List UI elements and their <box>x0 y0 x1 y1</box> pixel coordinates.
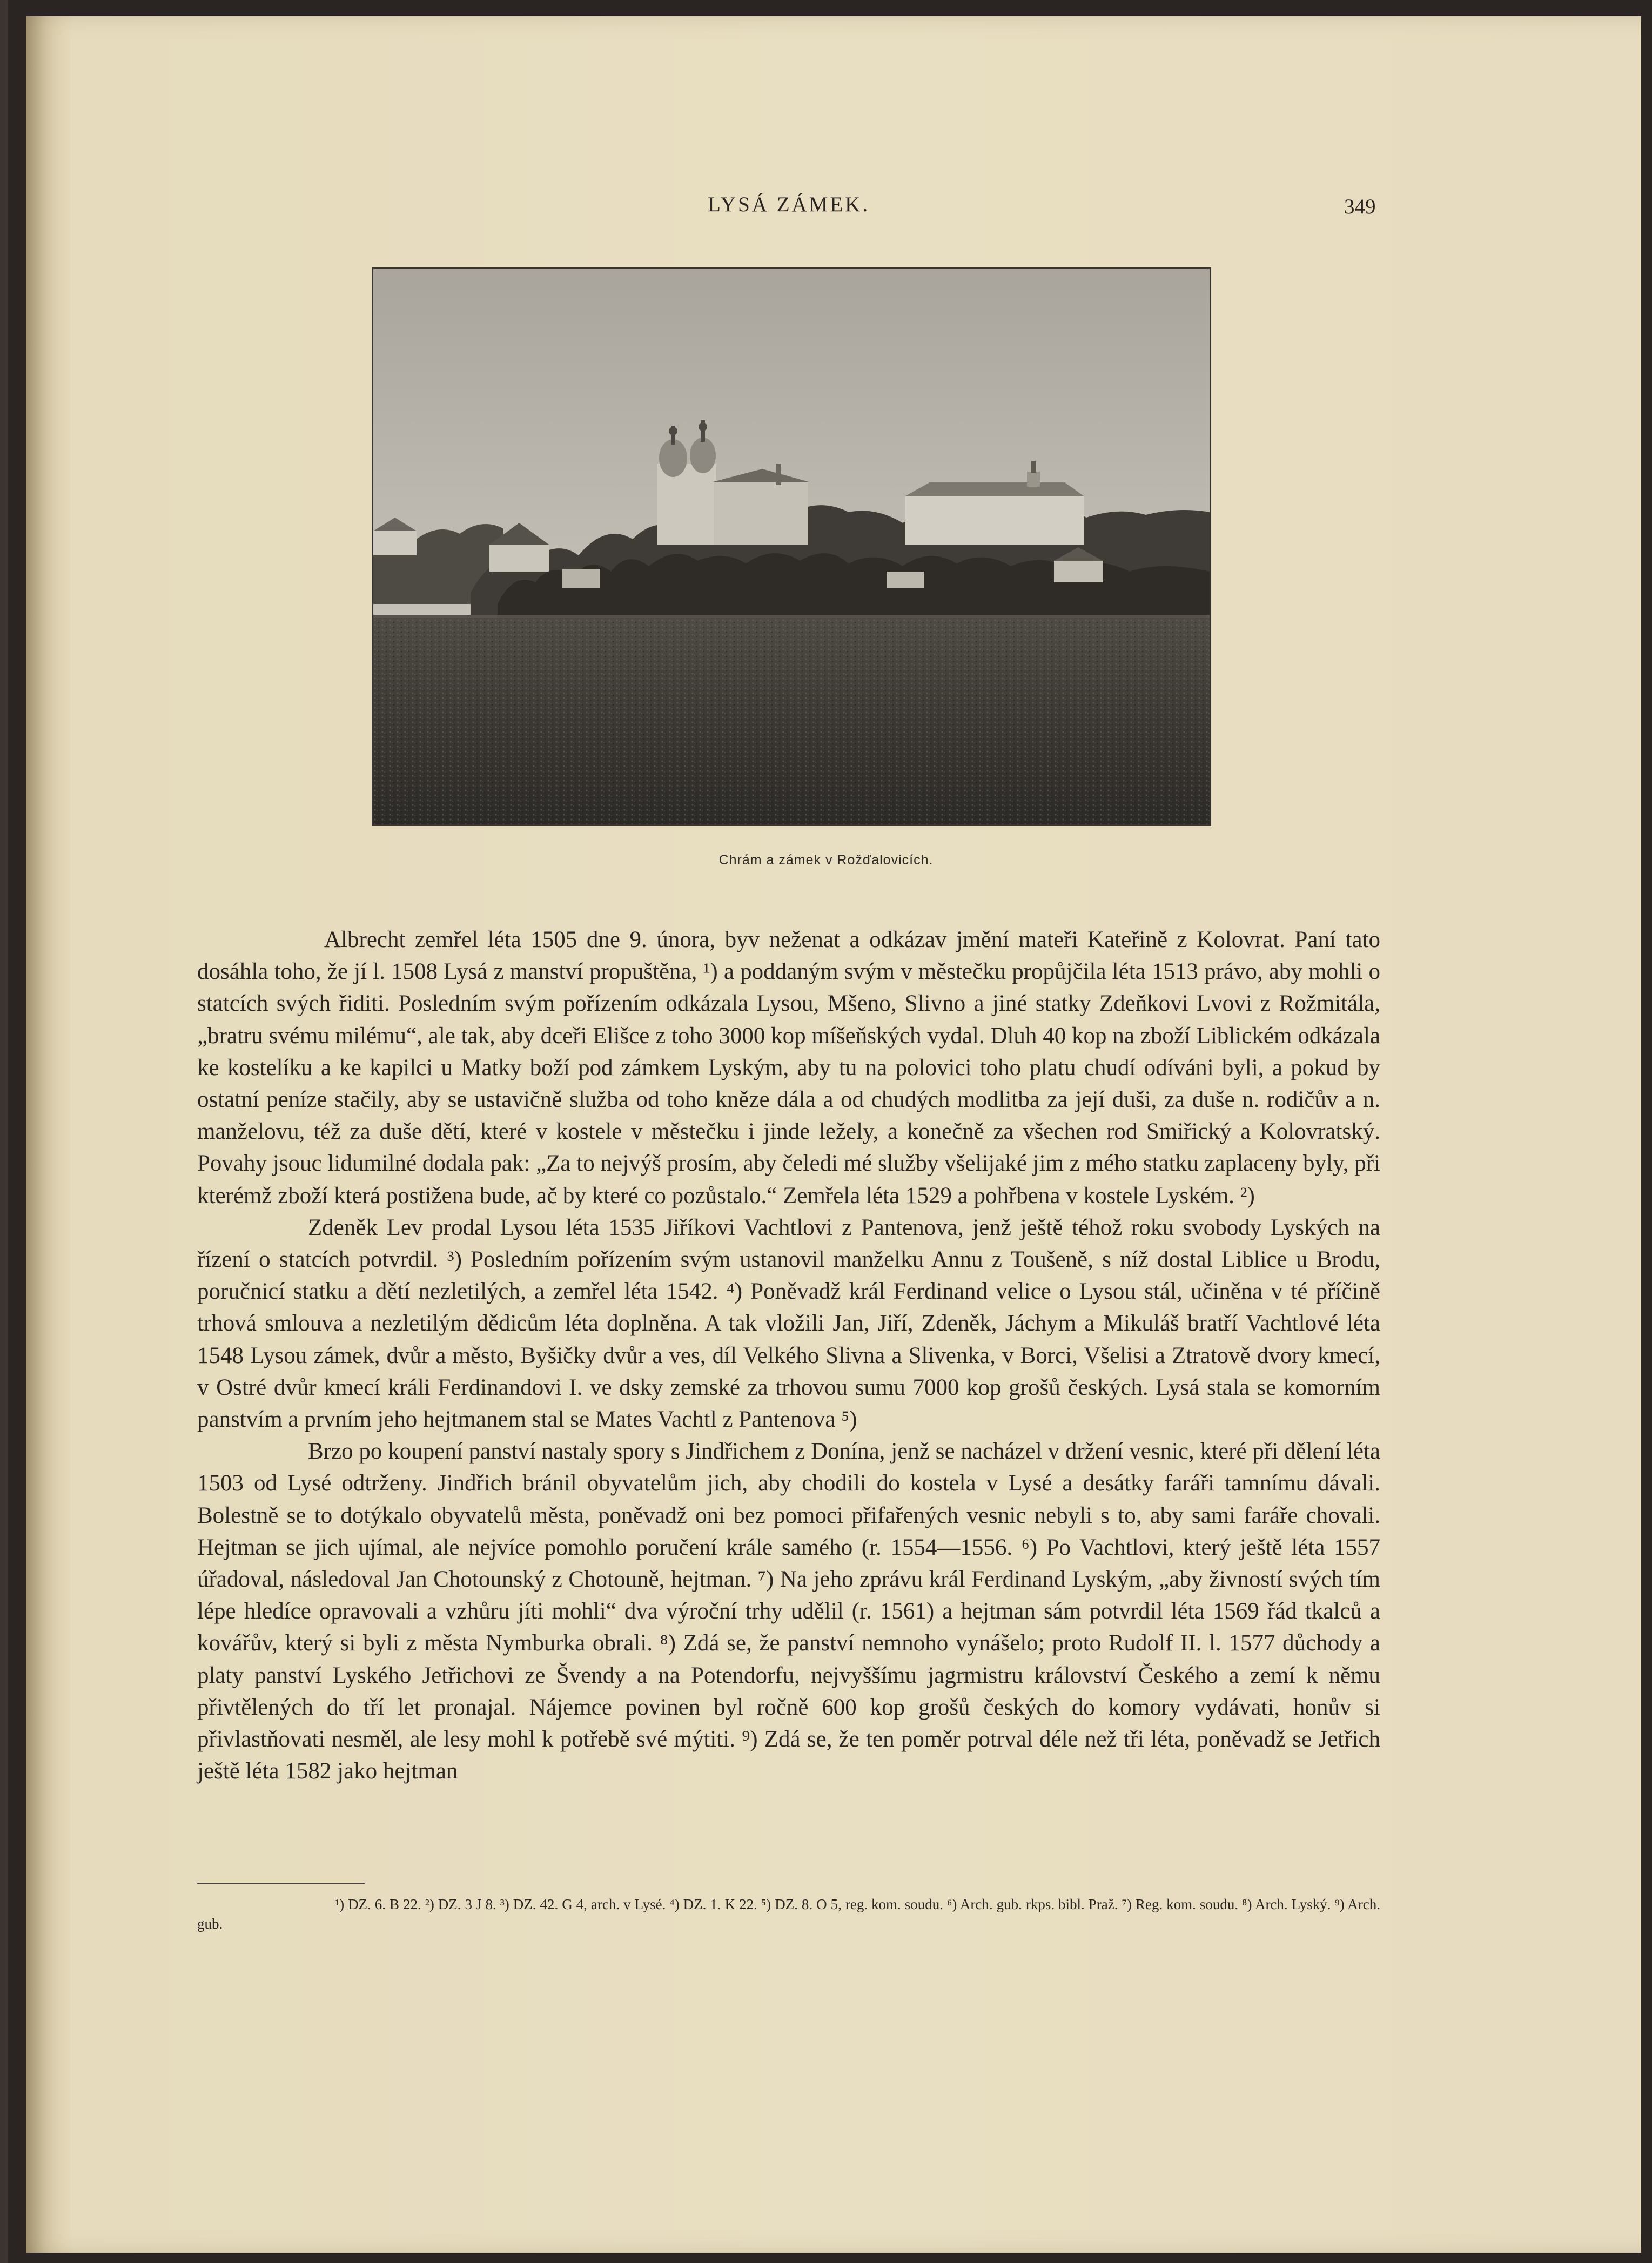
footnote-separator <box>197 1883 365 1884</box>
figure-caption: Chrám a zámek v Rožďalovicích. <box>718 852 934 868</box>
paragraph: Brzo po koupení panství nastaly spory s Jindřichem z Donína, jenž se nacházel v držení vesnic, které při dělení léta 1503 od Lysé odtrženy. Jindřich bránil obyvatelům jich, aby chodili do kostela v Lysé a desátky faráři tamnímu dávali. Bolestně se to dotýkalo obyvatelů města, poněvadž oni bez pomoci přifařených vesnic nebyli s to, aby sami faráře chovali. Hejtman se jich ujímal, ale nejvíce pomohlo poručení krále samého (r. 1554—1556. ⁶) Po Vachtlovi, který ještě léta 1557 úřadoval, následoval Jan Chotounský z Chotouně, hejtman. ⁷) Na jeho zprávu král Ferdinand Lyským, „aby živností svých tím lépe hledíce opravovali a vzhůru jíti mohli“ dva výroční trhy udělil (r. 1561) a hejtman sám potvrdil léta 1569 řád tkalců a kovářův, který si byli z města Nymburka obrali. ⁸) Zdá se, že panství nemnoho vynášelo; proto Rudolf II. l. 1577 důchody a platy panství Lyského Jetřichovi ze Švendy a na Potendorfu, nejvyššímu jagrmistru království Českého a zemí k němu přivtělených do tří let pronajal. Nájemce povinen byl ročně 600 kop grošů českých do komory vydávati, honův si přivlastňovati nesměl, ale lesy mohl k potřebě své mýtiti. ⁹) Zdá se, že ten poměr potrval déle než tři léta, poněvadž se Jetřich ještě léta 1582 jako hejtman <box>197 1439 1380 1784</box>
running-header: LYSÁ ZÁMEK. <box>708 193 870 216</box>
paragraph: Albrecht zemřel léta 1505 dne 9. února, byv neženat a odkázav jmění mateři Kateřině z Kolovrat. Paní tato dosáhla toho, že jí l. 1508 Lysá z manství propuštěna, ¹) a poddaným svým v městečku propůjčila léta 1513 právo, aby mohli o statcích svých řiditi. Posledním svým pořízením odkázala Lysou, Mšeno, Slivno a jiné statky Zdeňkovi Lvovi z Rožmitála, „bratru svému milému“, ale tak, aby dceři Elišce z toho 3000 kop míšeňských vydal. Dluh 40 kop na zboží Liblickém odkázala ke kostelíku a ke kapilci u Matky boží pod zámkem Lyským, aby tu na polovici toho platu chudí odíváni byli, a pokud by ostatní peníze stačily, aby se ustavičně služba od toho kněze dála a od chudých modlitba za její duši, za duše n. rodičův a n. manželovu, též za duše dětí, které v kostele v městečku i jinde ležely, a konečně za všechen rod Smiřický a Kolovratský. Povahy jsouc lidumilné dodala pak: „Za to nejvýš prosím, aby čeledi mé služby všelijaké jim z mého statku zaplaceny byly, při kterémž zboží která postižena bude, ač by které co pozůstalo.“ Zemřela léta 1529 a pohřbena v kostele Lyském. ²) <box>197 927 1380 1208</box>
page-number: 349 <box>1344 195 1376 218</box>
footnotes: ¹) DZ. 6. B 22. ²) DZ. 3 J 8. ³) DZ. 42. G 4, arch. v Lysé. ⁴) DZ. 1. K 22. ⁵) DZ. 8. O 5, reg. kom. soudu. ⁶) Arch. gub. rkps. bibl. Praž. ⁷) Reg. kom. soudu. ⁸) Arch. Lyský. ⁹) Arch. gub. <box>197 1896 1380 1932</box>
photo-illustration <box>373 269 1210 824</box>
book-spine-edge <box>0 0 8 2263</box>
paragraph: Zdeněk Lev prodal Lysou léta 1535 Jiříkovi Vachtlovi z Pantenova, jenž ještě téhož roku svobody Lyských na řízení o statcích potvrdil. ³) Posledním pořízením svým ustanovil manželku Annu z Toušeně, s níž dostal Liblice u Brodu, poručnicí statku a dětí nezletilých, a zemřel léta 1542. ⁴) Poněvadž král Ferdinand velice o Lysou stál, učiněna v té příčině trhová smlouva a nezletilým dědicům léta doplněna. A tak vložili Jan, Jiří, Zdeněk, Jáchym a Mikuláš bratří Vachtlové léta 1548 Lysou zámek, dvůr a město, Byšičky dvůr a ves, díl Velkého Slivna a Slivenka, v Borci, Všelisi a Ztratově dvory kmecí, v Ostré dvůr kmecí králi Ferdinandovi I. ve dsky zemské za trhovou sumu 7000 kop grošů českých. Lysá stala se komorním panstvím a prvním jeho hejtmanem stal se Mates Vachtl z Pantenova ⁵) <box>197 1214 1380 1433</box>
landscape-photograph <box>372 267 1211 826</box>
article-body <box>197 924 1380 1787</box>
